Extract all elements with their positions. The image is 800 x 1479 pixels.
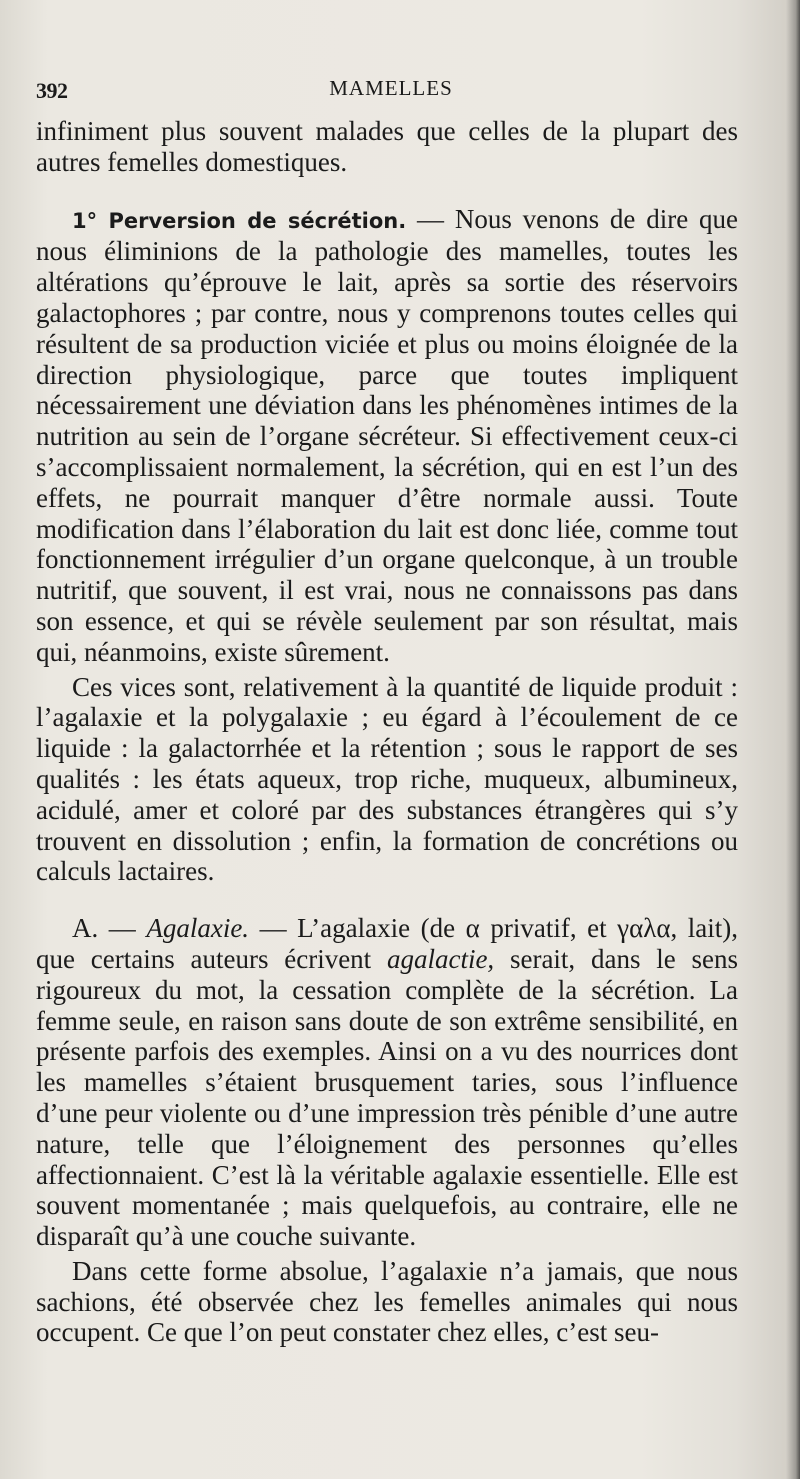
page-header [36,74,746,106]
page-number: 392 [36,78,68,103]
paragraph-text: — L’agalaxie (de [249,913,466,944]
paragraph-agalaxie [36,913,738,1252]
paragraph-text: , lait), que certains auteurs écrivent [36,913,739,974]
paragraph-text: — Nous venons de dire que nous éliminions de la pathologie des mamelles, toutes les altérations qu’éprouve le lait, après sa sortie des réservoirs galactophores ; par contre, nous y comprenons toutes celles qui résultent de sa production viciée et plus ou moins éloignée de la direction physiologique, parce que toutes impliquent nécessairement une déviation dans les phénomènes intimes de la nutrition au sein de l’organe sécréteur. Si effectivement ceux-ci s’accomplissaient normalement, la sécrétion, qui en est l’un des effets, ne pourrait manquer d’être normale aussi. Toute modification dans l’élaboration du lait est donc liée, comme tout fonctionnement irrégulier d’un organe quelconque, à un trouble nutritif, que souvent, il est vrai, nous ne connaissons pas dans son essence, et qui se révèle seulement par son résultat, mais qui, néanmoins, existe sûrement. [36,203,738,667]
paragraph-perversion [36,204,738,668]
paragraph-continuation [36,116,738,178]
paragraph-text: infiniment plus souvent malades que celles de la plupart des autres femelles domestiques. [36,116,738,177]
term-agalactie: agalactie, [386,943,495,974]
greek-gala: γαλα [617,913,671,944]
running-title: MAMELLES [329,76,453,100]
paragraph-text: Dans cette forme absolue, l’agalaxie n’a jamais, que nous sachions, été observée chez les femelles animales qui nous occupent. Ce que l’on peut constater chez elles, c’est seu- [36,1255,738,1348]
paragraph-forme-absolue [36,1256,738,1348]
dash: — [98,913,147,944]
page-edge-shadow [786,0,800,1479]
greek-alpha: α [465,913,480,944]
subsection-title-agalaxie: Agalaxie. [146,913,250,944]
body-text [36,116,738,1348]
section-heading-perversion: 1° Perversion de sécrétion. [72,208,407,233]
paragraph-text: Ces vices sont, relativement à la quantité de liquide produit : l’agalaxie et la polygalaxie ; eu égard à l’écoulement de ce liquide : la galactorrhée et la rétention ; sous le rapport de ses qualités : les états aqueux, trop riche, muqueux, albumineux, acidulé, amer et coloré par des substances étrangères qui s’y trouvent en dissolution ; enfin, la formation de concrétions ou calculs lactaires. [36,671,738,887]
paragraph-text: privatif, et [479,913,618,944]
paragraph-text: serait, dans le sens rigoureux du mot, la cessation complète de la sécrétion. La femme seule, en raison sans doute de son extrême sensibilité, en présente parfois des exemples. Ainsi on a vu des nourrices dont les mamelles s’étaient brusquement taries, sous l’influence d’une peur violente ou d’une impression très pénible d’une autre nature, telle que l’éloignement des personnes qu’elles affectionnaient. C’est là la véritable agalaxie essentielle. Elle est souvent momentanée ; mais quelquefois, au contraire, elle ne disparaît qu’à une couche suivante. [36,943,738,1252]
subsection-letter: A. [72,913,99,944]
paragraph-vices [36,672,738,888]
